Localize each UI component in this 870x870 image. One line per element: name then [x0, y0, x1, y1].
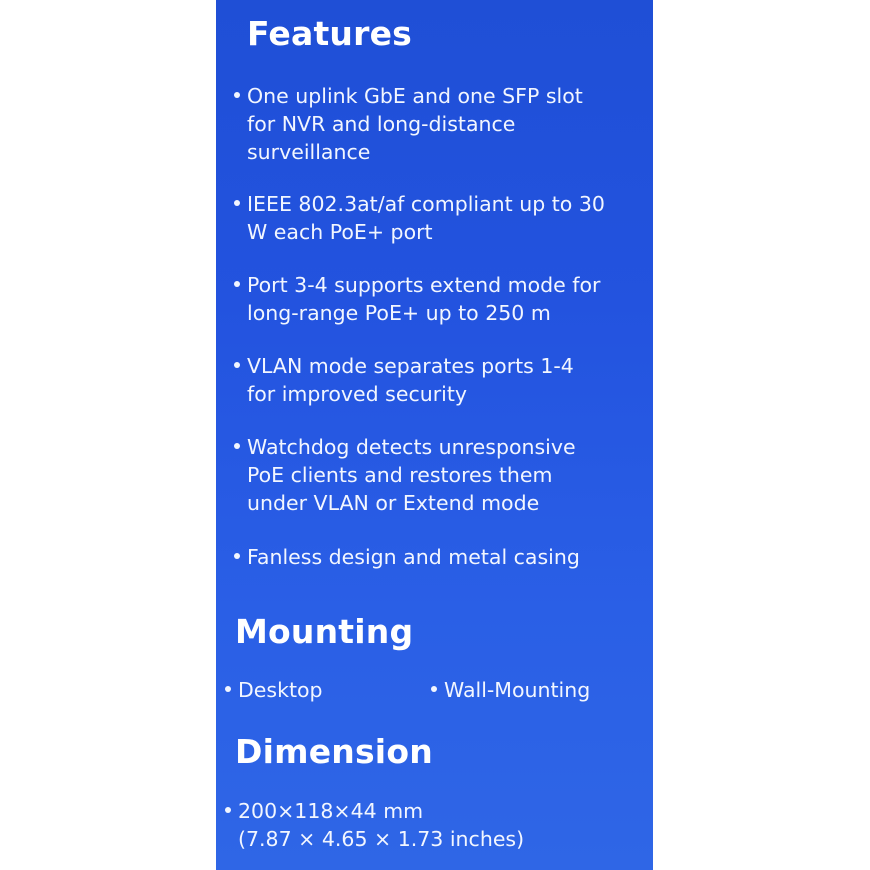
- feature-line: Port 3-4 supports extend mode for: [247, 273, 601, 297]
- feature-line: long-range PoE+ up to 250 m: [247, 301, 551, 325]
- feature-item-watchdog: [247, 433, 576, 517]
- features-heading: Features: [247, 14, 413, 53]
- bullet-dot: [234, 92, 240, 98]
- feature-line: surveillance: [247, 140, 371, 164]
- feature-line: for improved security: [247, 382, 468, 406]
- feature-item-uplink: [247, 82, 583, 166]
- bullet-dot: [225, 686, 231, 692]
- bullet-dot: [234, 443, 240, 449]
- dimension-item: [238, 797, 524, 853]
- mounting-heading: Mounting: [235, 612, 414, 651]
- feature-line: One uplink GbE and one SFP slot: [247, 84, 583, 108]
- mounting-line: Wall-Mounting: [444, 678, 591, 702]
- feature-line: under VLAN or Extend mode: [247, 491, 540, 515]
- feature-line: W each PoE+ port: [247, 220, 433, 244]
- bullet-dot: [234, 362, 240, 368]
- bullet-dot: [234, 553, 240, 559]
- dimension-line-imperial: (7.87 × 4.65 × 1.73 inches): [238, 827, 525, 851]
- bullet-dot: [234, 281, 240, 287]
- feature-line: VLAN mode separates ports 1-4: [247, 354, 574, 378]
- feature-item-extend-mode: [247, 271, 600, 327]
- feature-item-poe-compliance: [247, 190, 605, 246]
- feature-line: PoE clients and restores them: [247, 463, 553, 487]
- feature-line: IEEE 802.3at/af compliant up to 30: [247, 192, 605, 216]
- mounting-item-desktop: [238, 676, 323, 704]
- mounting-line: Desktop: [238, 678, 323, 702]
- dimension-line-metric: 200×118×44 mm: [238, 799, 424, 823]
- bullet-dot: [225, 807, 231, 813]
- bullet-dot: [234, 200, 240, 206]
- dimension-heading: Dimension: [235, 732, 433, 771]
- feature-line: Watchdog detects unresponsive: [247, 435, 576, 459]
- feature-item-vlan-mode: [247, 352, 574, 408]
- feature-line: Fanless design and metal casing: [247, 545, 580, 569]
- mounting-item-wall: [444, 676, 590, 704]
- product-box-side-panel: [216, 0, 653, 870]
- feature-item-fanless: [247, 543, 580, 571]
- bullet-dot: [431, 686, 437, 692]
- feature-line: for NVR and long-distance: [247, 112, 516, 136]
